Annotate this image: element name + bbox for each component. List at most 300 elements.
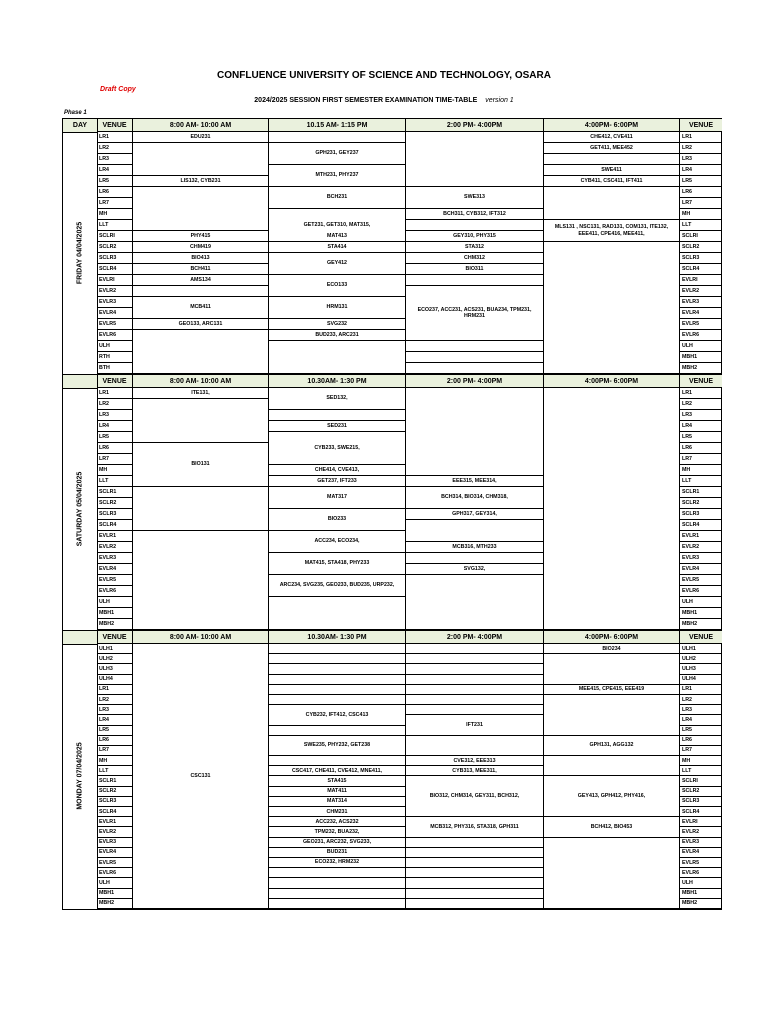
exam-cell: GEY412 — [269, 253, 406, 275]
venue-cell: LLT — [97, 476, 133, 487]
venue-cell-right: MBH1 — [680, 889, 722, 899]
exam-cell — [133, 143, 269, 176]
venue-cell: RTH — [97, 352, 133, 363]
venue-cell: EVLR4 — [97, 308, 133, 319]
venue-cell: LR5 — [97, 432, 133, 443]
venue-cell: MH — [97, 756, 133, 766]
venue-cell-right: SCLR4 — [680, 807, 722, 817]
venue-cell: LR1 — [97, 132, 133, 143]
day-section — [62, 118, 722, 374]
exam-cell: LIS132, CYB231 — [133, 176, 269, 187]
venue-cell: LR2 — [97, 143, 133, 154]
exam-cell: SED132, — [269, 388, 406, 410]
venue-cell-right: LR1 — [680, 388, 722, 399]
venue-cell-right: MBH1 — [680, 608, 722, 619]
venue-cell-right: EVLR4 — [680, 564, 722, 575]
exam-cell — [544, 187, 680, 220]
venue-cell: LLT — [97, 766, 133, 776]
venue-cell-right: EVLR6 — [680, 330, 722, 341]
venue-cell: EVLR4 — [97, 848, 133, 858]
venue-cell: EVLR4 — [97, 564, 133, 575]
venue-cell-right: MBH1 — [680, 352, 722, 363]
exam-cell — [406, 878, 544, 888]
venue-cell: LR6 — [97, 443, 133, 454]
venue-cell: SCLR4 — [97, 520, 133, 531]
exam-cell — [544, 154, 680, 165]
exam-cell: TPM232, BUA232, — [269, 827, 406, 837]
exam-cell — [406, 575, 544, 630]
phase-label: Phase 1 — [64, 110, 87, 116]
exam-cell — [269, 597, 406, 630]
venue-header: VENUE — [97, 631, 133, 644]
exam-cell — [544, 242, 680, 374]
exam-cell: MAT415, STA418, PHY233 — [269, 553, 406, 575]
exam-cell — [269, 664, 406, 674]
venue-cell-right: LR4 — [680, 715, 722, 725]
exam-cell: STA414 — [269, 242, 406, 253]
exam-cell: PHY415 — [133, 231, 269, 242]
venue-header: VENUE — [680, 375, 722, 388]
exam-cell — [406, 275, 544, 286]
exam-cell — [269, 675, 406, 685]
exam-cell: GEO133, ARC131 — [133, 319, 269, 330]
time-slot-header: 4:00PM- 6:00PM — [544, 631, 680, 644]
venue-cell-right: ULH — [680, 878, 722, 888]
venue-cell: EVLR5 — [97, 575, 133, 586]
exam-cell: ACC232, ACS232 — [269, 817, 406, 827]
venue-cell: EVLR3 — [97, 297, 133, 308]
venue-cell: ULH1 — [97, 644, 133, 654]
exam-cell: CYB232, IFT412, CSC413 — [269, 705, 406, 725]
exam-cell — [406, 899, 544, 909]
venue-header: VENUE — [97, 119, 133, 132]
venue-cell: LR7 — [97, 454, 133, 465]
venue-cell: LR3 — [97, 154, 133, 165]
exam-cell: SED231 — [269, 421, 406, 432]
venue-cell-right: MH — [680, 465, 722, 476]
exam-cell: ARC234, SVG235, GEO233, BUD235, URP232, — [269, 575, 406, 597]
time-slot-header: 8:00 AM- 10:00 AM — [133, 119, 269, 132]
exam-cell — [544, 388, 680, 630]
venue-cell-right: EVLR2 — [680, 827, 722, 837]
exam-cell: GPH317, GEY314, — [406, 509, 544, 520]
time-slot-header: 2:00 PM- 4:00PM — [406, 119, 544, 132]
venue-cell-right: EVLR4 — [680, 308, 722, 319]
exam-cell: CSC131 — [133, 644, 269, 909]
venue-cell: SCLR2 — [97, 242, 133, 253]
time-slot-header: 10.30AM- 1:30 PM — [269, 375, 406, 388]
venue-cell-right: MBH2 — [680, 363, 722, 374]
version-label: version 1 — [485, 97, 514, 104]
exam-cell: CYB233, SWE215, — [269, 432, 406, 465]
venue-cell: BTH — [97, 363, 133, 374]
exam-cell — [544, 654, 680, 685]
day-column — [63, 119, 98, 374]
exam-cell: BCH231 — [269, 187, 406, 209]
venue-cell: LR6 — [97, 187, 133, 198]
exam-cell: ITE131, — [133, 388, 269, 399]
exam-cell: GEO231, ARC232, SVG233, — [269, 838, 406, 848]
exam-cell — [406, 675, 544, 685]
exam-cell: CYB411, CSC411, IFT411 — [544, 176, 680, 187]
exam-cell: CYB313, MEE311, — [406, 766, 544, 776]
venue-cell-right: LR2 — [680, 399, 722, 410]
exam-cell: HRM131 — [269, 297, 406, 319]
venue-cell-right: LR4 — [680, 421, 722, 432]
venue-header: VENUE — [97, 375, 133, 388]
exam-cell: MCB312, PHY316, STA318, GPH311 — [406, 817, 544, 837]
exam-cell: MAT413 — [269, 231, 406, 242]
venue-cell: MH — [97, 209, 133, 220]
venue-cell-right: EVLR4 — [680, 848, 722, 858]
time-slot-header: 2:00 PM- 4:00PM — [406, 375, 544, 388]
venue-cell-right: ULH — [680, 597, 722, 608]
exam-cell: BIO413 — [133, 253, 269, 264]
venue-cell-right: LR4 — [680, 165, 722, 176]
exam-cell — [406, 654, 544, 664]
exam-cell: BIO131 — [133, 443, 269, 487]
exam-cell — [269, 756, 406, 766]
exam-cell — [406, 889, 544, 899]
exam-cell: BUD231 — [269, 848, 406, 858]
exam-cell — [406, 644, 544, 654]
exam-cell: MAT411 — [269, 787, 406, 797]
venue-cell-right: EVLR3 — [680, 297, 722, 308]
venue-cell: LR3 — [97, 705, 133, 715]
exam-cell: BCH314, BIO314, CHM318, — [406, 487, 544, 509]
exam-cell — [133, 330, 269, 374]
venue-cell-right: LR3 — [680, 154, 722, 165]
exam-cell — [406, 132, 544, 187]
exam-cell — [406, 736, 544, 756]
time-slot-header: 10.15 AM- 1:15 PM — [269, 119, 406, 132]
session-title: 2024/2025 SESSION FIRST SEMESTER EXAMINATION TIME-TABLE — [254, 97, 478, 104]
exam-cell — [406, 553, 544, 564]
venue-cell-right: SCLRI — [680, 231, 722, 242]
venue-cell: LR1 — [97, 685, 133, 695]
venue-cell: EVLR2 — [97, 542, 133, 553]
venue-cell-right: ULH4 — [680, 675, 722, 685]
exam-cell — [269, 889, 406, 899]
venue-cell-right: SCLR2 — [680, 242, 722, 253]
venue-cell-right: LR1 — [680, 132, 722, 143]
exam-cell: ACC234, ECO234, — [269, 531, 406, 553]
exam-cell: MEE415, CPE415, EEE419 — [544, 685, 680, 695]
exam-cell: GEY413, GPH412, PHY416, — [544, 776, 680, 817]
day-header: DAY — [63, 119, 97, 133]
venue-cell: MBH1 — [97, 608, 133, 619]
venue-cell: EVLR5 — [97, 319, 133, 330]
venue-cell: EVLR1 — [97, 817, 133, 827]
day-date-label: SATURDAY 05/04/2025 — [76, 471, 84, 547]
exam-cell — [406, 520, 544, 542]
exam-cell: CHM419 — [133, 242, 269, 253]
venue-cell-right: MBH2 — [680, 619, 722, 630]
venue-cell: EVLR3 — [97, 838, 133, 848]
venue-cell-right: LLT — [680, 476, 722, 487]
venue-cell-right: LR7 — [680, 454, 722, 465]
venue-cell: ULH — [97, 878, 133, 888]
venue-header: VENUE — [680, 119, 722, 132]
exam-cell — [269, 878, 406, 888]
exam-cell: MCB411 — [133, 297, 269, 319]
exam-cell — [269, 644, 406, 654]
venue-cell: LR1 — [97, 388, 133, 399]
venue-cell-right: EVLR5 — [680, 858, 722, 868]
university-title: CONFLUENCE UNIVERSITY OF SCIENCE AND TECHNOLOGY, OSARA — [217, 70, 551, 81]
exam-cell: AMS134 — [133, 275, 269, 286]
venue-cell-right: MH — [680, 209, 722, 220]
day-date-label: MONDAY 07/04/2025 — [76, 742, 84, 811]
exam-cell — [269, 726, 406, 736]
venue-cell: LR7 — [97, 198, 133, 209]
exam-cell: SVG232 — [269, 319, 406, 330]
venue-cell: LR2 — [97, 695, 133, 705]
venue-cell-right: EVLR6 — [680, 586, 722, 597]
time-slot-header: 4:00PM- 6:00PM — [544, 119, 680, 132]
draft-label: Draft Copy — [100, 86, 136, 93]
venue-cell-right: SCLR3 — [680, 509, 722, 520]
venue-cell: SCLR2 — [97, 787, 133, 797]
venue-header: VENUE — [680, 631, 722, 644]
venue-cell-right: MBH2 — [680, 899, 722, 909]
venue-cell: EVLR6 — [97, 330, 133, 341]
exam-cell: SWE411 — [544, 165, 680, 176]
venue-cell: LR4 — [97, 165, 133, 176]
venue-cell-right: LR5 — [680, 432, 722, 443]
time-slot-header: 8:00 AM- 10:00 AM — [133, 375, 269, 388]
exam-cell: STA312 — [406, 242, 544, 253]
exam-cell — [406, 363, 544, 374]
exam-cell — [544, 756, 680, 776]
time-slot-header: 10.30AM- 1:30 PM — [269, 631, 406, 644]
exam-cell: BCH411 — [133, 264, 269, 275]
venue-cell-right: ULH3 — [680, 664, 722, 674]
venue-cell: SCLR3 — [97, 509, 133, 520]
exam-cell: MCB316, MTH233 — [406, 542, 544, 553]
exam-cell: SWE313 — [406, 187, 544, 209]
exam-cell — [406, 220, 544, 231]
venue-cell-right: ULH1 — [680, 644, 722, 654]
exam-cell — [406, 695, 544, 705]
exam-cell: CVE312, EEE313 — [406, 756, 544, 766]
venue-cell-right: LR3 — [680, 410, 722, 421]
exam-cell: SWE235, PHY232, GET238 — [269, 736, 406, 756]
venue-cell: ULH — [97, 597, 133, 608]
day-header — [63, 375, 97, 389]
exam-cell — [544, 695, 680, 736]
day-date-label: FRIDAY 04/04/2025 — [76, 221, 84, 285]
venue-cell: MBH1 — [97, 889, 133, 899]
venue-cell-right: SCLR2 — [680, 498, 722, 509]
exam-cell — [269, 341, 406, 374]
venue-cell-right: ULH2 — [680, 654, 722, 664]
venue-cell: SCLR3 — [97, 253, 133, 264]
venue-cell: LR4 — [97, 421, 133, 432]
exam-cell: ECO232, HRM232 — [269, 858, 406, 868]
exam-cell — [269, 868, 406, 878]
exam-cell — [133, 487, 269, 531]
exam-cell: IFT231 — [406, 715, 544, 735]
exam-cell — [406, 838, 544, 848]
exam-cell: BCH311, CYB312, IFT312 — [406, 209, 544, 220]
venue-cell-right: ULH — [680, 341, 722, 352]
venue-cell-right: LR6 — [680, 443, 722, 454]
exam-cell — [406, 664, 544, 674]
venue-cell-right: SCLR4 — [680, 520, 722, 531]
exam-cell — [133, 399, 269, 443]
venue-cell-right: EVLR6 — [680, 868, 722, 878]
venue-cell-right: LLT — [680, 220, 722, 231]
venue-cell: EVLR2 — [97, 286, 133, 297]
exam-timetable — [62, 118, 722, 910]
venue-cell: SCLR2 — [97, 498, 133, 509]
exam-cell: CHE412, CVE411 — [544, 132, 680, 143]
venue-cell: LR7 — [97, 746, 133, 756]
venue-cell-right: EVLR1 — [680, 531, 722, 542]
venue-cell: ULH4 — [97, 675, 133, 685]
venue-cell-right: SCLR4 — [680, 264, 722, 275]
exam-cell — [269, 132, 406, 143]
exam-cell: BIO234 — [544, 644, 680, 654]
exam-cell: CSC417, CHE411, CVE412, MNE411, — [269, 766, 406, 776]
exam-cell: BIO312, CHM314, GEY311, BCH312, — [406, 776, 544, 817]
venue-cell: ULH — [97, 341, 133, 352]
venue-cell: LR5 — [97, 176, 133, 187]
venue-cell-right: EVLR2 — [680, 542, 722, 553]
venue-cell-right: LLT — [680, 766, 722, 776]
exam-cell: BCH412, BIO453 — [544, 817, 680, 837]
exam-cell — [406, 352, 544, 363]
venue-cell: EVLR2 — [97, 827, 133, 837]
exam-cell: ECO237, ACC231, ACS231, BUA234, TPM231, HRM231 — [406, 286, 544, 341]
venue-cell-right: EVLR2 — [680, 286, 722, 297]
exam-cell: GET231, GET310, MAT315, — [269, 209, 406, 242]
venue-cell-right: EVLR5 — [680, 319, 722, 330]
exam-cell: BIO311 — [406, 264, 544, 275]
venue-cell: EVLR6 — [97, 868, 133, 878]
exam-cell — [406, 868, 544, 878]
day-section — [62, 630, 722, 910]
venue-cell-right: LR5 — [680, 726, 722, 736]
venue-cell-right: LR2 — [680, 143, 722, 154]
exam-cell — [544, 838, 680, 909]
exam-cell: EDU231 — [133, 132, 269, 143]
day-section — [62, 374, 722, 630]
venue-cell-right: EVLRI — [680, 817, 722, 827]
exam-cell — [269, 654, 406, 664]
exam-cell: ECO133 — [269, 275, 406, 297]
exam-cell: MTH231, PHY237 — [269, 165, 406, 187]
venue-cell-right: LR3 — [680, 705, 722, 715]
time-slot-header: 2:00 PM- 4:00PM — [406, 631, 544, 644]
exam-cell: CHM312 — [406, 253, 544, 264]
venue-cell-right: LR5 — [680, 176, 722, 187]
exam-cell: GET237, IFT233 — [269, 476, 406, 487]
venue-cell: SCLR1 — [97, 487, 133, 498]
venue-cell-right: EVLRI — [680, 275, 722, 286]
venue-cell: LR6 — [97, 736, 133, 746]
venue-cell: ULH3 — [97, 664, 133, 674]
venue-cell: LR4 — [97, 715, 133, 725]
exam-cell — [269, 899, 406, 909]
venue-cell: SCLR4 — [97, 264, 133, 275]
day-header — [63, 631, 97, 645]
exam-cell — [269, 695, 406, 705]
venue-cell: LR2 — [97, 399, 133, 410]
exam-cell: GPH131, AGG132 — [544, 736, 680, 756]
venue-cell: EVLR5 — [97, 858, 133, 868]
venue-cell: LR5 — [97, 726, 133, 736]
exam-cell — [406, 685, 544, 695]
venue-cell-right: SCLR3 — [680, 797, 722, 807]
venue-cell: LLT — [97, 220, 133, 231]
venue-cell: EVLRI — [97, 275, 133, 286]
exam-cell — [406, 858, 544, 868]
exam-cell: CHE414, CVE413, — [269, 465, 406, 476]
exam-cell: CHM231 — [269, 807, 406, 817]
venue-cell-right: MH — [680, 756, 722, 766]
venue-cell: MBH2 — [97, 619, 133, 630]
exam-cell: MAT314 — [269, 797, 406, 807]
exam-cell — [406, 341, 544, 352]
exam-cell — [133, 187, 269, 231]
venue-cell: LR3 — [97, 410, 133, 421]
venue-cell: EVLR3 — [97, 553, 133, 564]
venue-cell-right: EVLR5 — [680, 575, 722, 586]
venue-cell-right: LR7 — [680, 746, 722, 756]
venue-cell: ULH2 — [97, 654, 133, 664]
venue-cell-right: SCLRI — [680, 776, 722, 786]
exam-cell — [133, 286, 269, 297]
venue-cell-right: LR6 — [680, 736, 722, 746]
exam-cell: EEE315, MEE314, — [406, 476, 544, 487]
exam-cell: GPH231, GEY237 — [269, 143, 406, 165]
exam-cell — [406, 705, 544, 715]
exam-cell: GET411, MEE452 — [544, 143, 680, 154]
exam-cell — [406, 848, 544, 858]
day-column — [63, 375, 98, 630]
exam-cell: MAT317 — [269, 487, 406, 509]
exam-cell: BIO233 — [269, 509, 406, 531]
venue-cell-right: SCLR1 — [680, 487, 722, 498]
venue-cell: SCLR4 — [97, 807, 133, 817]
exam-cell — [269, 410, 406, 421]
exam-cell — [133, 531, 269, 630]
time-slot-header: 8:00 AM- 10:00 AM — [133, 631, 269, 644]
exam-cell: GEY310, PHY315 — [406, 231, 544, 242]
exam-cell — [406, 388, 544, 476]
venue-cell: SCLR1 — [97, 776, 133, 786]
venue-cell: EVLR1 — [97, 531, 133, 542]
exam-cell: BUD233, ARC231 — [269, 330, 406, 341]
exam-cell: SVG132, — [406, 564, 544, 575]
venue-cell: MH — [97, 465, 133, 476]
exam-cell: MLS131 , NSC131, RAD131, COM131, ITE132, EEE411, CPE416, MEE411, — [544, 220, 680, 242]
venue-cell-right: EVLR3 — [680, 553, 722, 564]
exam-cell: STA415 — [269, 776, 406, 786]
venue-cell-right: LR6 — [680, 187, 722, 198]
venue-cell: SCLRI — [97, 231, 133, 242]
venue-cell-right: LR2 — [680, 695, 722, 705]
time-slot-header: 4:00PM- 6:00PM — [544, 375, 680, 388]
exam-cell — [269, 685, 406, 695]
venue-cell-right: SCLR2 — [680, 787, 722, 797]
venue-cell-right: EVLR3 — [680, 838, 722, 848]
venue-cell-right: LR1 — [680, 685, 722, 695]
venue-cell: EVLR6 — [97, 586, 133, 597]
venue-cell: SCLR3 — [97, 797, 133, 807]
